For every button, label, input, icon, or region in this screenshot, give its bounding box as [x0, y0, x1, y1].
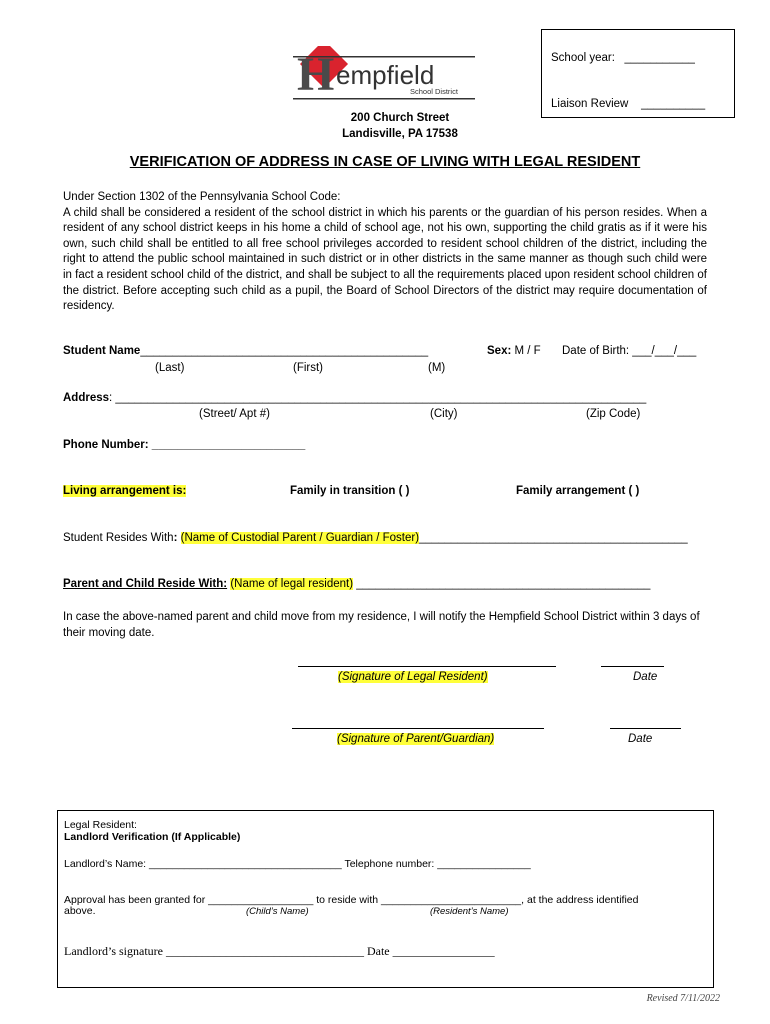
address-field[interactable]: : ___________________________________________________________________________________ [109, 392, 647, 404]
residents-name-caption: (Resident’s Name) [430, 906, 509, 917]
school-year-row[interactable] [551, 52, 695, 64]
notify-statement: In case the above-named parent and child move from my residence, I will notify the Hempfield School District within 3 days of their moving date. [63, 611, 700, 639]
living-arrangement-row [63, 485, 186, 497]
parent-child-label: Parent and Child Reside With: [63, 578, 228, 590]
office-use-box [541, 29, 735, 118]
resides-field[interactable]: __________________________________________ [419, 532, 688, 544]
sub-label-middle: (M) [428, 362, 446, 374]
liaison-review-row[interactable] [551, 98, 705, 110]
parent-date-label: Date [628, 733, 653, 745]
landlord-signature-row[interactable]: Landlord’s signature _________________________________ Date _________________ [64, 944, 495, 958]
street-address: 200 Church Street [350, 112, 450, 124]
logo-text: empfield [336, 60, 435, 90]
logo-subtext: School District [410, 87, 458, 96]
city-state-zip: Landisville, PA 17538 [342, 128, 458, 140]
form-title: VERIFICATION OF ADDRESS IN CASE OF LIVING WITH LEGAL RESIDENT [129, 154, 641, 170]
liaison-review-label: Liaison Review [551, 98, 629, 110]
student-name-label: Student Name [63, 345, 141, 357]
parent-date-line[interactable] [610, 728, 681, 729]
legal-resident-date-line[interactable] [601, 666, 664, 667]
childs-name-caption: (Child’s Name) [246, 906, 309, 917]
parent-child-field[interactable]: ______________________________________________ [356, 578, 651, 590]
sub-label-zip: (Zip Code) [586, 408, 641, 420]
sub-label-last: (Last) [155, 362, 185, 374]
landlord-name-row[interactable]: Landlord’s Name: _________________________________ Telephone number: ________________ [64, 858, 531, 870]
sub-label-first: (First) [293, 362, 324, 374]
logo-graphic [293, 46, 475, 106]
liaison-review-field[interactable]: __________ [641, 98, 706, 110]
svg-text:H: H [297, 48, 335, 101]
sex-field[interactable]: M / F [514, 345, 541, 357]
resides-colon: : [173, 532, 178, 544]
intro-body: A child shall be considered a resident of the school district in which his parents or the guardian of his person resides. When a resident of any school district keeps in his home a child of school age, not his own, supporting the child gratis as if it were his own, such child shall be entitled to all free school privileges accorded to resident school children of the district, including the right to attend the public school maintained in such district or in other districts in the same manner as though such child were in fact a resident school child of the district, and shall be subject to all the requirements placed upon resident school children of the district. Before accepting such child as a pupil, the Board of School Directors of the district may require documentation of residency. [63, 206, 707, 313]
parent-signature-label: (Signature of Parent/Guardian) [337, 733, 495, 745]
living-arrangement-label: Living arrangement is: [63, 485, 187, 497]
student-name-row[interactable] [63, 345, 428, 357]
student-name-field[interactable]: _____________________________________________ [140, 345, 429, 357]
revision-date: Revised 7/11/2022 [646, 993, 720, 1004]
legal-resident-heading: Legal Resident: [64, 819, 137, 831]
parent-child-hint: (Name of legal resident) [230, 578, 354, 590]
dob-field[interactable]: Date of Birth: ___/___/___ [562, 345, 697, 357]
school-year-field[interactable]: ___________ [624, 52, 695, 64]
resides-label: Student Resides With [63, 532, 174, 544]
parent-child-row[interactable] [63, 578, 650, 590]
address-row[interactable] [63, 392, 646, 404]
school-year-label: School year: [551, 52, 615, 64]
approval-row[interactable]: Approval has been granted for __________________ to reside with ________________________, at the address identified [64, 894, 639, 906]
family-arrangement-option[interactable]: Family arrangement ( ) [516, 485, 640, 497]
address-label: Address [63, 392, 110, 404]
student-resides-row[interactable] [63, 532, 688, 544]
sub-label-street: (Street/ Apt #) [199, 408, 270, 420]
district-logo [293, 46, 475, 106]
intro-heading: Under Section 1302 of the Pennsylvania School Code: [63, 191, 341, 203]
phone-field[interactable]: Phone Number: ________________________ [63, 439, 306, 451]
legal-resident-signature-line[interactable] [298, 666, 556, 667]
parent-signature-line[interactable] [292, 728, 544, 729]
approval-row-end: above. [64, 905, 96, 917]
landlord-verification-box [57, 810, 714, 988]
intro-paragraph [63, 190, 707, 315]
district-address [300, 110, 500, 142]
sub-label-city: (City) [430, 408, 458, 420]
landlord-verification-heading: Landlord Verification (If Applicable) [64, 831, 241, 843]
resides-hint: (Name of Custodial Parent / Guardian / Foster) [180, 532, 420, 544]
family-in-transition-option[interactable]: Family in transition ( ) [290, 485, 410, 497]
sex-label: Sex: [487, 345, 512, 357]
legal-resident-signature-label: (Signature of Legal Resident) [338, 671, 488, 683]
sex-row[interactable] [487, 345, 541, 357]
legal-resident-date-label: Date [633, 671, 658, 683]
